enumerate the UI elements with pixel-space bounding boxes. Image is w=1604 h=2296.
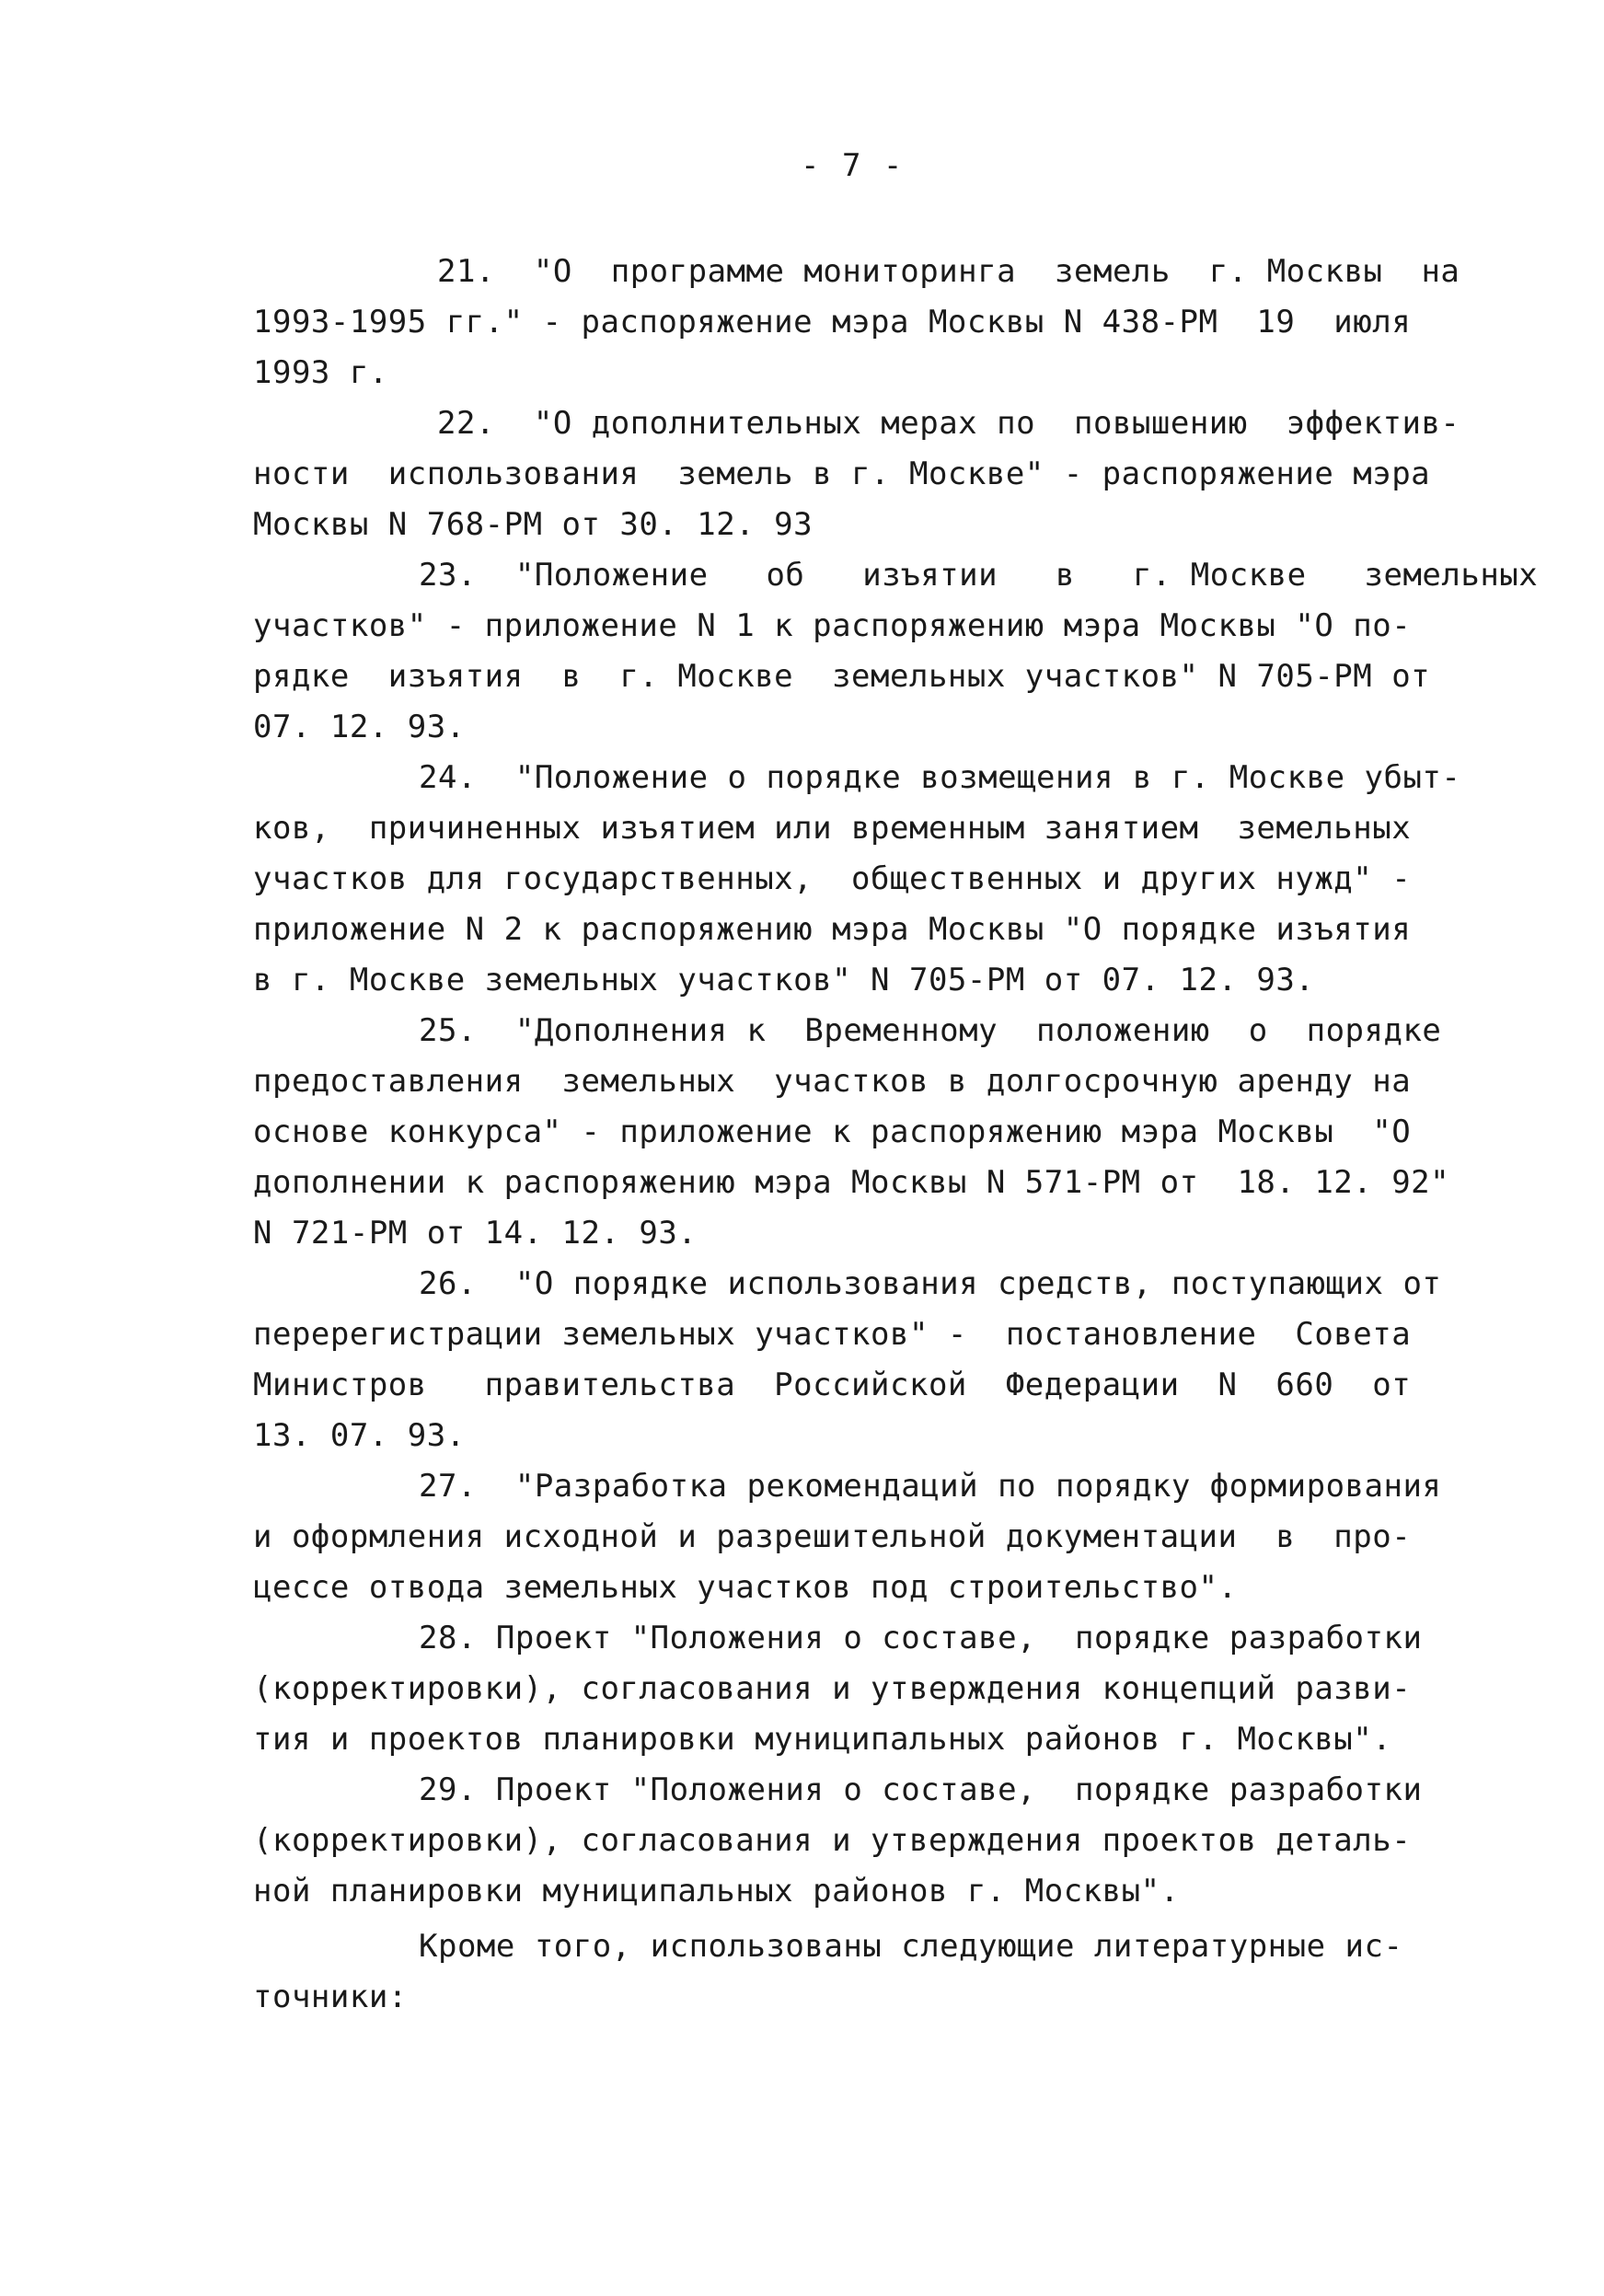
text-line: предоставления земельных участков в долгосрочную аренду на (253, 1063, 1412, 1100)
text-line: 24. "Положение о порядке возмещения в г. Москве убыт- (419, 759, 1461, 796)
text-line: N 721-РМ от 14. 12. 93. (253, 1215, 698, 1252)
text-line: (корректировки), согласования и утверждения концепций разви- (253, 1670, 1412, 1707)
text-line: 13. 07. 93. (253, 1417, 466, 1454)
text-line: 23. "Положение об изъятии в г. Москве земельных (419, 557, 1539, 594)
text-line: точники: (253, 1979, 408, 2015)
text-line: дополнении к распоряжению мэра Москвы N 571-РМ от 18. 12. 92" (253, 1164, 1450, 1201)
text-line: участков" - приложение N 1 к распоряжению мэра Москвы "О по- (253, 607, 1412, 644)
text-line: 25. "Дополнения к Временному положению о порядке (419, 1012, 1442, 1049)
text-line: цессе отвода земельных участков под строительство". (253, 1569, 1238, 1606)
text-line: Москвы N 768-РМ от 30. 12. 93 (253, 506, 814, 543)
text-line: 21. "О программе мониторинга земель г. Москвы на (437, 253, 1460, 290)
text-line: Кроме того, использованы следующие литературные ис- (419, 1928, 1403, 1965)
text-line: ков, причиненных изъятием или временным занятием земельных (253, 810, 1412, 847)
text-line: ной планировки муниципальных районов г. Москвы". (253, 1873, 1180, 1909)
text-line: в г. Москве земельных участков" N 705-РМ от 07. 12. 93. (253, 962, 1315, 998)
text-line: основе конкурса" - приложение к распоряжению мэра Москвы "О (253, 1113, 1412, 1150)
text-line: и оформления исходной и разрешительной документации в про- (253, 1518, 1412, 1555)
text-line: рядке изъятия в г. Москве земельных участков" N 705-РМ от (253, 658, 1431, 695)
text-line: ности использования земель в г. Москве" - распоряжение мэра (253, 456, 1431, 492)
page-number: - 7 - (801, 147, 905, 184)
text-line: перерегистрации земельных участков" - постановление Совета (253, 1316, 1412, 1353)
text-line: 22. "О дополнительных мерах по повышению эффектив- (437, 405, 1460, 442)
text-line: 26. "О порядке использования средств, поступающих от (419, 1265, 1442, 1302)
text-line: 07. 12. 93. (253, 709, 466, 745)
text-line: 28. Проект "Положения о составе, порядке разработки (419, 1620, 1423, 1656)
text-line: 29. Проект "Положения о составе, порядке разработки (419, 1771, 1423, 1808)
text-line: (корректировки), согласования и утверждения проектов деталь- (253, 1822, 1412, 1859)
text-line: 1993-1995 гг." - распоряжение мэра Москвы N 438-РМ 19 июля (253, 304, 1412, 340)
text-line: 27. "Разработка рекомендаций по порядку формирования (419, 1468, 1442, 1505)
text-line: приложение N 2 к распоряжению мэра Москвы "О порядке изъятия (253, 911, 1412, 948)
text-line: 1993 г. (253, 354, 388, 391)
text-line: участков для государственных, общественных и других нужд" - (253, 860, 1412, 897)
text-line: тия и проектов планировки муниципальных районов г. Москвы". (253, 1721, 1392, 1758)
text-line: Министров правительства Российской Федерации N 660 от (253, 1367, 1412, 1403)
